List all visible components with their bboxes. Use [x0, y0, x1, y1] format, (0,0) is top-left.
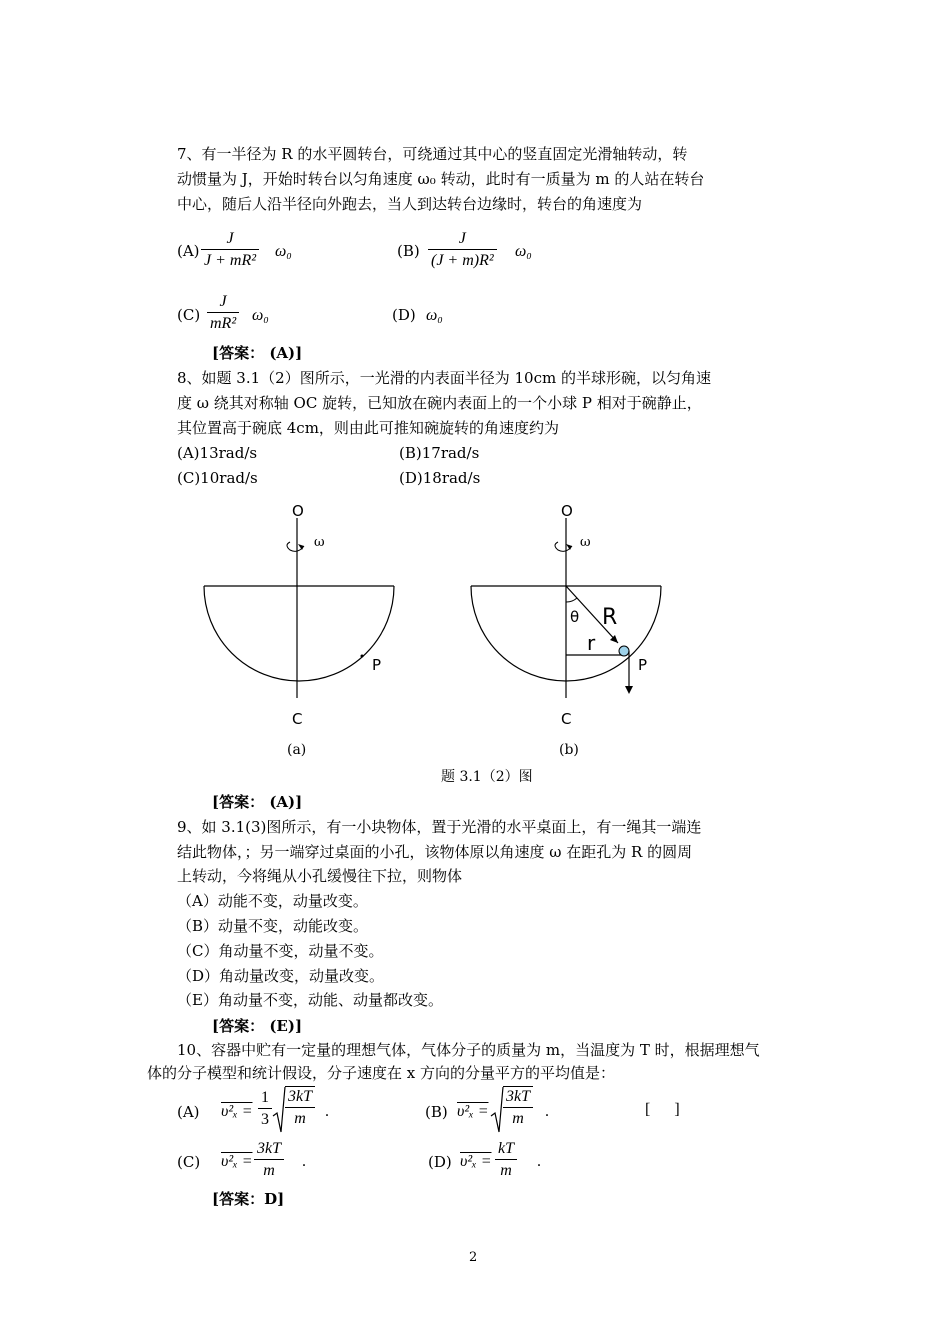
q7-option-b-den: (J + m)R²	[428, 249, 497, 272]
q8-line-3: 其位置高于碗底 4cm，则由此可推知碗旋转的角速度约为	[177, 419, 559, 437]
q10-option-a-label: (A)	[177, 1103, 200, 1121]
q10-option-b-end: .	[545, 1103, 549, 1120]
q10-option-d-fraction	[495, 1139, 517, 1182]
q7-option-d-value: ω₀	[426, 307, 443, 324]
q9-option-e: （E）角动量不变，动能、动量都改变。	[177, 991, 443, 1009]
q7-option-b-fraction	[428, 229, 497, 272]
q10-line-1: 10、容器中贮有一定量的理想气体，气体分子的质量为 m，当温度为 T 时，根据理想气	[177, 1041, 760, 1059]
label-r-small-b: r	[587, 631, 596, 655]
q10-answer: [答案：D]	[212, 1190, 285, 1208]
q8-answer: [答案： (A)]	[212, 793, 303, 811]
q10-option-c-den: m	[254, 1159, 284, 1182]
q10-option-c-label: (C)	[177, 1153, 201, 1171]
q8-option-d: (D)18rad/s	[399, 469, 481, 487]
q7-line-1: 7、有一半径为 R 的水平圆转台，可绕通过其中心的竖直固定光滑轴转动，转	[177, 145, 688, 163]
q10-option-a-sqrt-icon	[272, 1086, 286, 1136]
q10-option-a-end: .	[325, 1103, 329, 1120]
label-r-big-b: R	[602, 605, 618, 630]
fig-a-caption: (a)	[287, 742, 307, 758]
q7-option-a-num: J	[226, 230, 234, 247]
fig-b-caption: (b)	[559, 742, 579, 758]
q9-line-3: 上转动，今将绳从小孔缓慢往下拉，则物体	[177, 867, 463, 885]
q10-line-2: 体的分子模型和统计假设，分子速度在 x 方向的分量平方的平均值是：	[147, 1064, 615, 1082]
label-c-a: C	[292, 710, 303, 728]
q7-line-2: 动惯量为 J，开始时转台以匀角速度 ω₀ 转动，此时有一质量为 m 的人站在转台	[177, 170, 705, 188]
q10-option-a-fraction	[285, 1086, 315, 1130]
q10-option-a-coef-den: 3	[258, 1108, 272, 1131]
page-number: 2	[469, 1250, 478, 1265]
q10-option-b-sqrt-icon	[490, 1086, 504, 1136]
q7-option-a-fraction	[201, 229, 259, 272]
q7-option-c-num: J	[219, 293, 227, 310]
gravity-arrowhead-icon-b	[625, 686, 633, 694]
q10-option-d-end: .	[537, 1153, 541, 1170]
answer-bracket: [ ]	[645, 1101, 680, 1118]
q7-option-b-tail: ω₀	[515, 243, 532, 260]
q10-option-c-end: .	[302, 1153, 306, 1170]
label-p-b: P	[638, 656, 648, 674]
q10-option-b-den: m	[503, 1107, 533, 1130]
bowl-arc-a	[204, 586, 394, 681]
q7-line-3: 中心，随后人沿半径向外跑去，当人到达转台边缘时，转台的角速度为	[177, 195, 643, 213]
q10-option-b-label: (B)	[425, 1103, 448, 1121]
label-o-a: O	[292, 502, 304, 520]
q7-option-b-label: (B)	[397, 242, 420, 260]
q10-option-b-fraction	[503, 1086, 533, 1130]
q10-option-c-fraction	[254, 1139, 284, 1182]
q10-option-d-den: m	[495, 1159, 517, 1182]
label-o-b: O	[561, 502, 573, 520]
q8-option-a: (A)13rad/s	[177, 444, 258, 462]
q9-option-b: （B）动量不变，动能改变。	[177, 917, 369, 935]
q7-option-c-tail: ω₀	[252, 307, 269, 324]
q10-option-a-coef	[258, 1088, 272, 1131]
q7-option-b-num: J	[458, 230, 466, 247]
q8-line-1: 8、如题 3.1（2）图所示，一光滑的内表面半径为 10cm 的半球形碗，以匀角速	[177, 369, 711, 387]
label-omega-a: ω	[314, 535, 325, 550]
q7-option-a-den: J + mR²	[201, 249, 259, 272]
q7-answer: [答案： (A)]	[212, 344, 303, 362]
ball-p-a	[361, 655, 364, 658]
figure-caption: 题 3.1（2）图	[441, 769, 533, 785]
label-omega-b: ω	[580, 535, 591, 550]
q10-option-a-den: m	[285, 1107, 315, 1130]
q10-option-a-num: 3kT	[288, 1088, 312, 1105]
q7-option-c-fraction	[207, 292, 239, 335]
q10-option-c-lhs: υ²ₓ =	[221, 1153, 253, 1170]
q10-option-d-lhs: υ²ₓ =	[460, 1153, 492, 1170]
label-p-a: P	[372, 656, 382, 674]
q10-option-b-num: 3kT	[506, 1088, 530, 1105]
q7-option-c-den: mR²	[207, 312, 239, 335]
q10-option-a-coef-num: 1	[261, 1089, 269, 1106]
q9-line-1: 9、如 3.1(3)图所示，有一小块物体，置于光滑的水平桌面上，有一绳其一端连	[177, 818, 702, 836]
q7-option-a-tail: ω₀	[275, 243, 292, 260]
bowl-figure-a	[190, 498, 420, 738]
q7-option-d-label: (D)	[392, 306, 416, 324]
q8-option-b: (B)17rad/s	[399, 444, 480, 462]
q10-option-c-num: 3kT	[257, 1140, 281, 1157]
q7-option-c-label: (C)	[177, 306, 201, 324]
q9-line-2: 结此物体，；另一端穿过桌面的小孔，该物体原以角速度 ω 在距孔为 R 的圆周	[177, 843, 693, 861]
q10-option-d-label: (D)	[428, 1153, 452, 1171]
bowl-figure-b	[460, 498, 690, 738]
q10-option-b-lhs: υ²ₓ =	[457, 1103, 489, 1120]
q9-option-d: （D）角动量改变，动量改变。	[177, 967, 385, 985]
q9-option-a: （A）动能不变，动量改变。	[177, 892, 368, 910]
theta-arc-b	[566, 598, 577, 602]
q8-option-c: (C)10rad/s	[177, 469, 258, 487]
q9-option-c: （C）角动量不变，动量不变。	[177, 942, 384, 960]
q10-option-a-lhs: υ²ₓ =	[221, 1103, 253, 1120]
q9-answer: [答案： (E)]	[212, 1017, 303, 1035]
label-theta-b: θ	[570, 608, 580, 626]
ball-p-b	[619, 646, 629, 656]
q10-option-d-num: kT	[498, 1140, 514, 1157]
q7-option-a-label: (A)	[177, 242, 200, 260]
q8-line-2: 度 ω 绕其对称轴 OC 旋转，已知放在碗内表面上的一个小球 P 相对于碗静止，	[177, 394, 702, 412]
label-c-b: C	[561, 710, 572, 728]
